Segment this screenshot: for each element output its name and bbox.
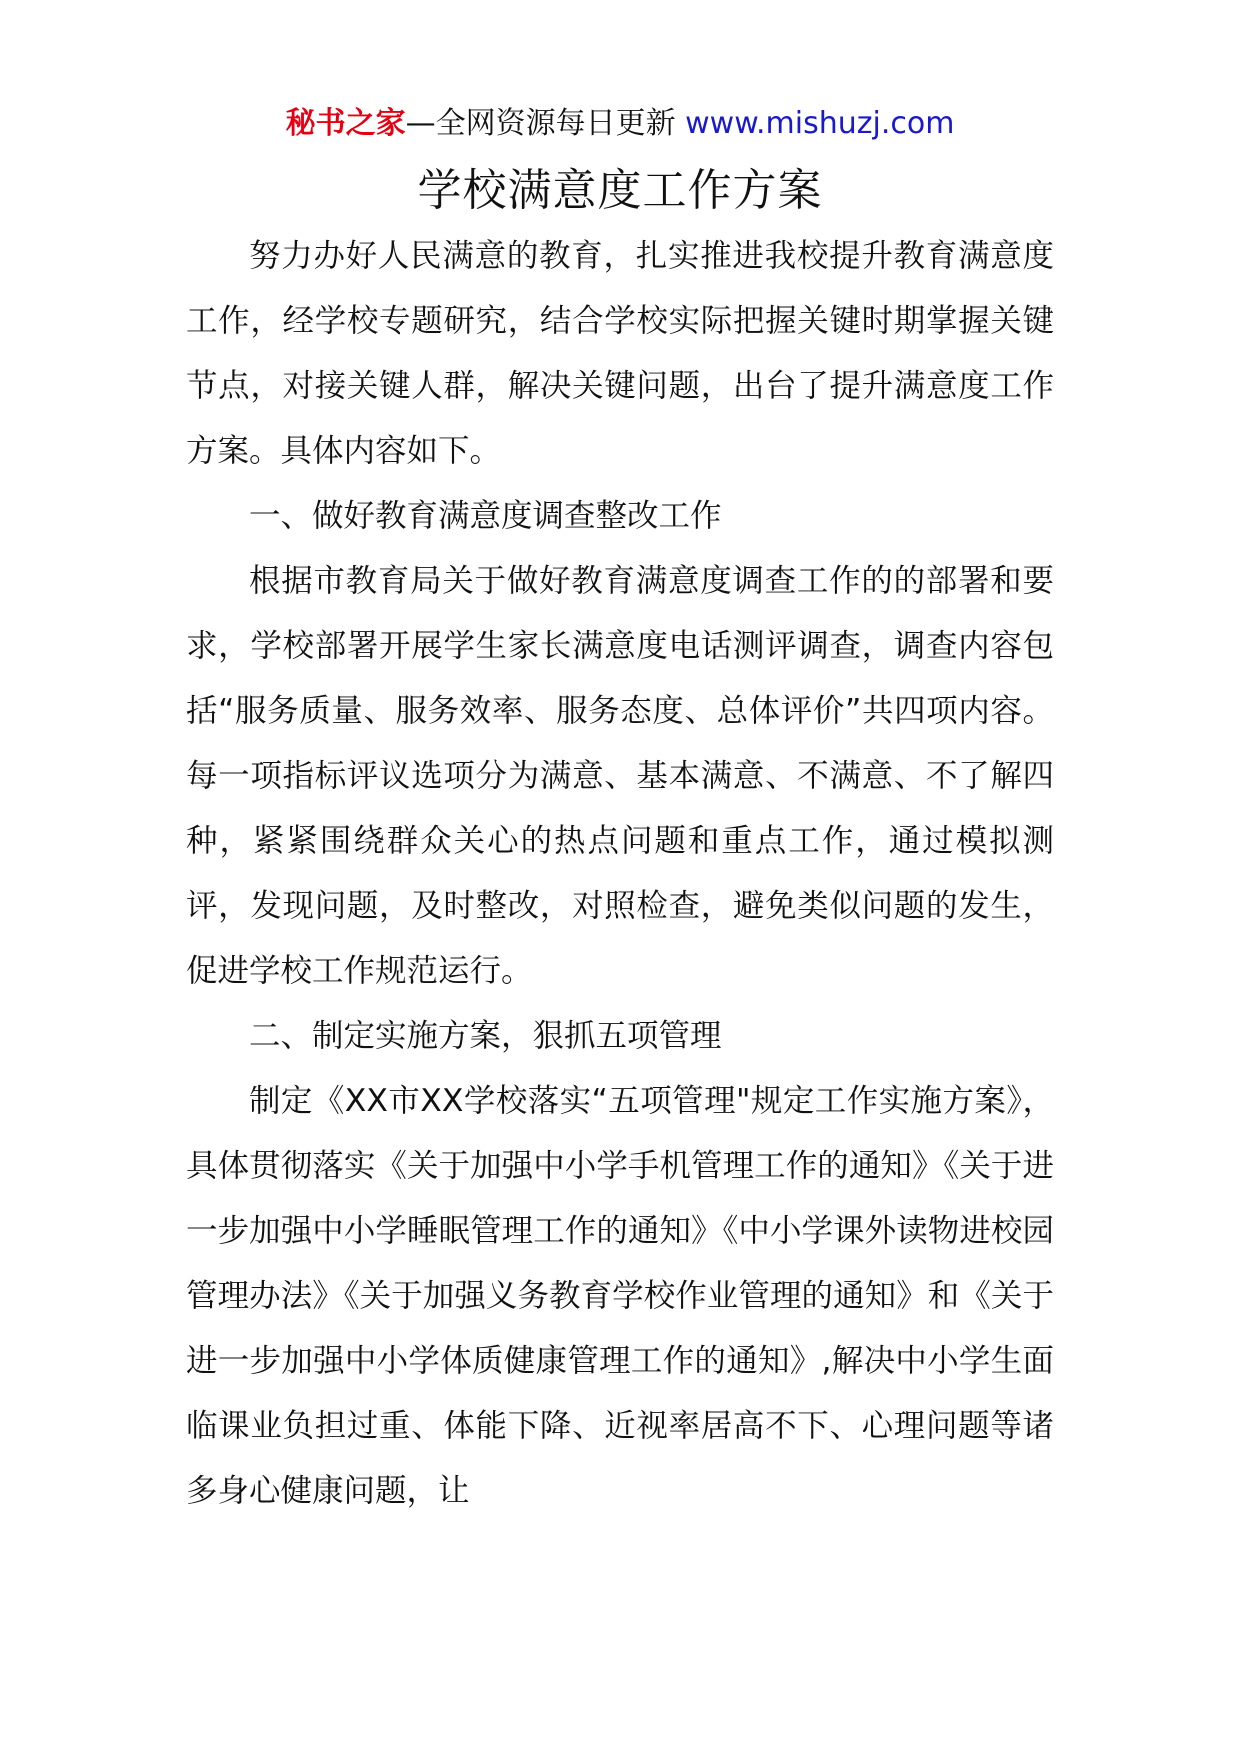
section-heading-1: 一、做好教育满意度调查整改工作	[249, 498, 722, 534]
header-tagline: —全网资源每日更新	[405, 106, 676, 141]
section-2-paragraph: 制定《XX市XX学校落实“五项管理"规定工作实施方案》，具体贯彻落实《关于加强中小学手机管理工作的通知》《关于进一步加强中小学睡眠管理工作的通知》《中小学课外读物进校园管理办法》《关于加强义务教育学校作业管理的通知》和《关于进一步加强中小学体质健康管理工作的通知》,解决中小学生面临课业负担过重、体能下降、近视率居高不下、心理问题等诸多身心健康问题，让	[186, 1083, 1054, 1509]
brand-name: 秘书之家	[285, 106, 406, 141]
intro-paragraph: 努力办好人民满意的教育，扎实推进我校提升教育满意度工作，经学校专题研究，结合学校实际把握关键时期掌握关键节点，对接关键人群，解决关键问题，出台了提升满意度工作方案。具体内容如下。	[186, 238, 1054, 469]
section-heading-2: 二、制定实施方案，狠抓五项管理	[249, 1018, 722, 1054]
site-header	[0, 100, 1240, 148]
site-url-link[interactable]: www.mishuzj.com	[685, 106, 955, 141]
document-title: 学校满意度工作方案	[417, 165, 823, 216]
section-1-paragraph: 根据市教育局关于做好教育满意度调查工作的的部署和要求，学校部署开展学生家长满意度电话测评调查，调查内容包括“服务质量、服务效率、服务态度、总体评价”共四项内容。每一项指标评议选项分为满意、基本满意、不满意、不了解四种，紧紧围绕群众关心的热点问题和重点工作，通过模拟测评，发现问题，及时整改，对照检查，避免类似问题的发生，促进学校工作规范运行。	[186, 563, 1054, 989]
document-body	[186, 224, 1054, 1524]
